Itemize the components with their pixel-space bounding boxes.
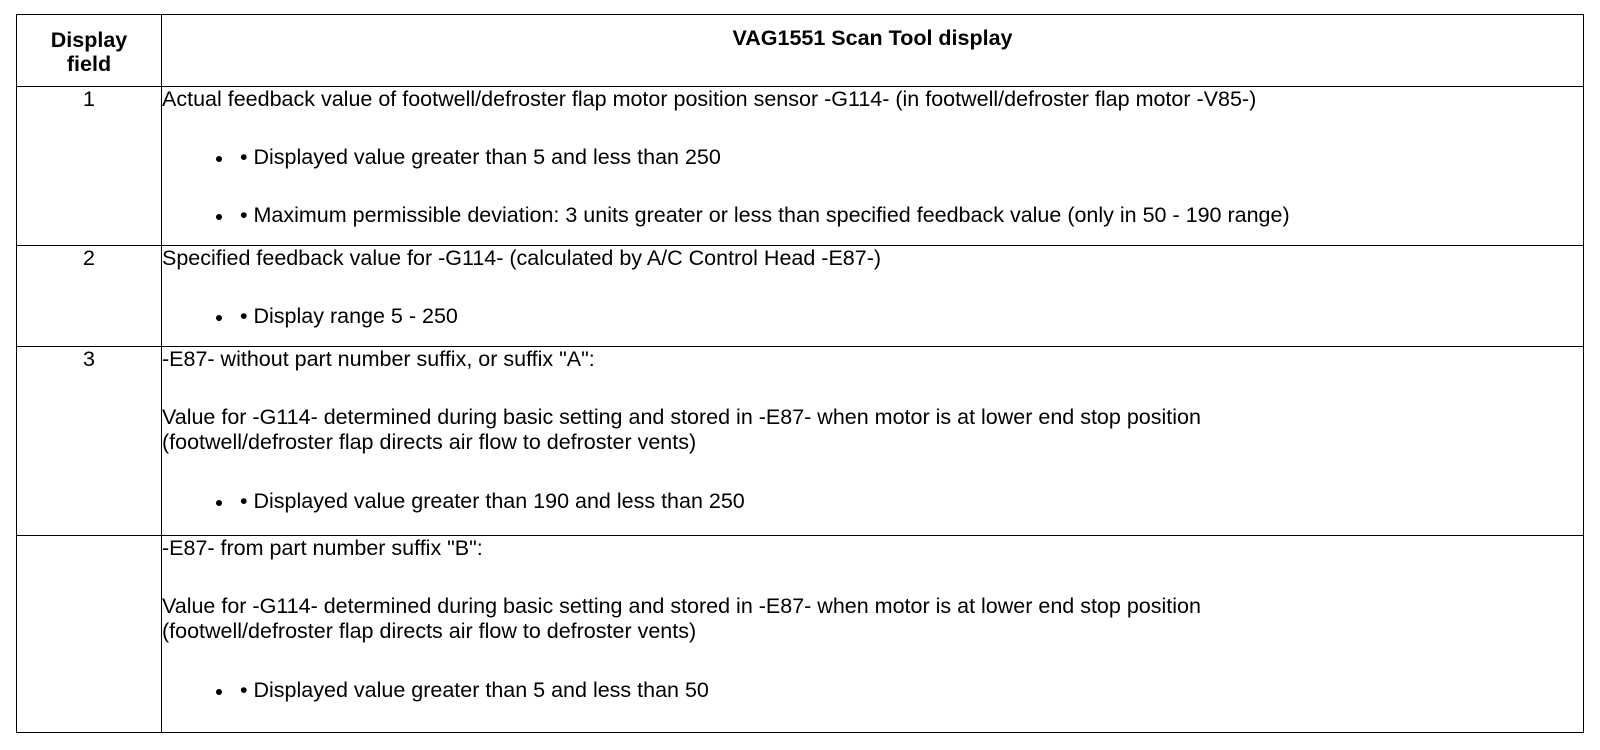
paragraph-line: Value for -G114- determined during basic setting and stored in -E87- when motor is at lower end stop position [162, 405, 1201, 429]
paragraph-line: (footwell/defroster flap directs air flow to defroster vents) [162, 619, 697, 643]
display-field-number [17, 536, 162, 733]
description-paragraph [162, 594, 1583, 644]
header-scan-tool-display: VAG1551 Scan Tool display [162, 15, 1584, 87]
description-paragraph [162, 405, 1583, 455]
list-item [162, 489, 1583, 514]
bullet-list [162, 145, 1583, 228]
bullet-dot-icon [216, 214, 222, 220]
paragraph-line: Value for -G114- determined during basic setting and stored in -E87- when motor is at lower end stop position [162, 594, 1201, 618]
row-description [162, 87, 1584, 246]
row-description [162, 536, 1584, 733]
paragraph-line: (footwell/defroster flap directs air flow to defroster vents) [162, 430, 697, 454]
list-item [162, 203, 1583, 228]
bullet-list [162, 678, 1583, 703]
row-description [162, 347, 1584, 536]
description-text: -E87- without part number suffix, or suffix "A": [162, 347, 595, 371]
bullet-dot-icon [216, 315, 222, 321]
bullet-text: • Displayed value greater than 5 and less than 250 [240, 145, 721, 169]
scan-tool-display-table [16, 14, 1584, 733]
bullet-list [162, 489, 1583, 514]
description-text: -E87- from part number suffix "B": [162, 536, 483, 560]
list-item [162, 145, 1583, 170]
table-header-row [17, 15, 1584, 87]
list-item [162, 304, 1583, 329]
header-display-field-label: Display field [50, 27, 128, 76]
header-display-field [17, 15, 162, 87]
description-text: Actual feedback value of footwell/defroster flap motor position sensor -G114- (in footwell/defroster flap motor -V85-) [162, 87, 1257, 111]
bullet-text: • Display range 5 - 250 [240, 304, 458, 328]
table-row [17, 246, 1584, 347]
bullet-dot-icon [216, 689, 222, 695]
bullet-list [162, 304, 1583, 329]
table-row [17, 536, 1584, 733]
bullet-text: • Displayed value greater than 190 and less than 250 [240, 489, 745, 513]
bullet-dot-icon [216, 500, 222, 506]
bullet-dot-icon [216, 156, 222, 162]
display-field-number: 1 [17, 87, 162, 246]
display-field-number: 3 [17, 347, 162, 536]
table-row [17, 87, 1584, 246]
bullet-text: • Maximum permissible deviation: 3 units greater or less than specified feedback value (only in 50 - 190 range) [240, 203, 1290, 227]
row-description [162, 246, 1584, 347]
table-row [17, 347, 1584, 536]
display-field-number: 2 [17, 246, 162, 347]
bullet-text: • Displayed value greater than 5 and less than 50 [240, 678, 709, 702]
description-text: Specified feedback value for -G114- (calculated by A/C Control Head -E87-) [162, 246, 882, 270]
list-item [162, 678, 1583, 703]
